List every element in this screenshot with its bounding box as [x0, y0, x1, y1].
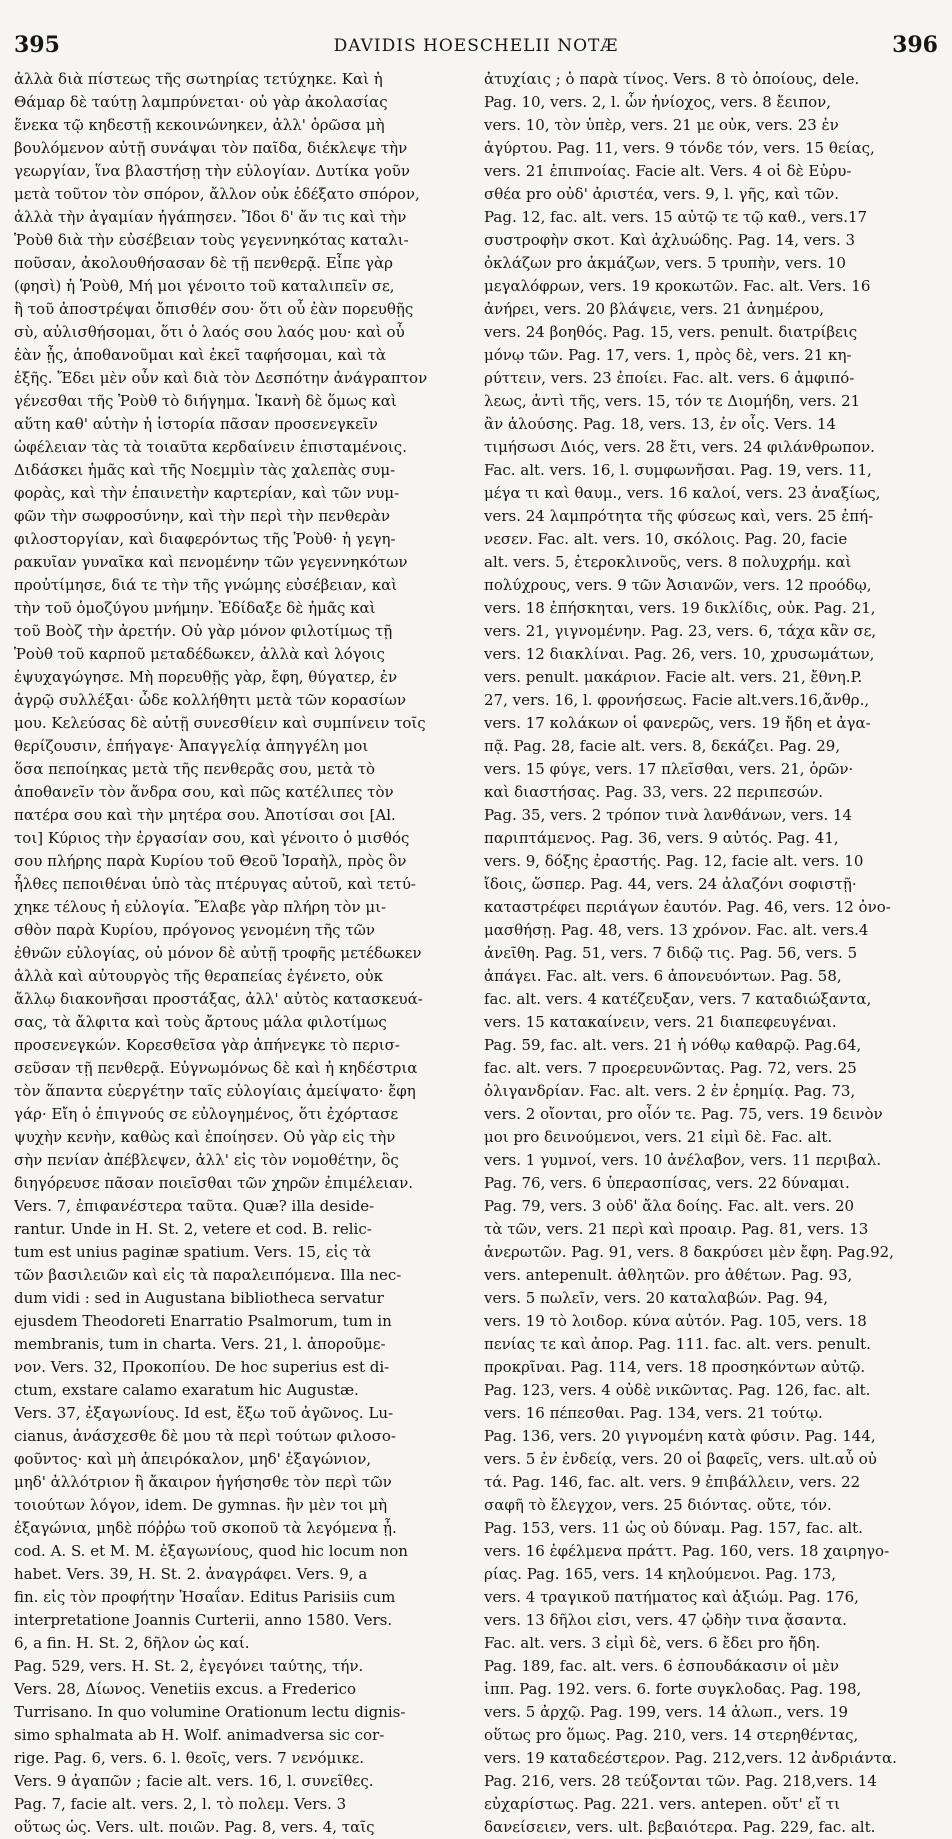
page-number-right: 396 [892, 32, 938, 58]
text-line: αὕτη καθ' αὑτὴν ἡ ἱστορία πᾶσαν προσενεγκεῖν [14, 415, 378, 433]
text-line: Pag. 153, vers. 11 ὡς οὐ δύναμ. Pag. 157, fac. alt. [484, 1519, 863, 1537]
text-line: σαφῆ τὸ ἔλεγχον, vers. 25 διόντας. οὔτε, τόν. [484, 1496, 832, 1514]
text-line: alt. vers. 5, ἐτεροκλινοῦς, vers. 8 πολυχρήμ. καὶ [484, 553, 852, 571]
text-line: ἐὰν ᾖς, ἀποθανοῦμαι καὶ ἐκεῖ ταφήσομαι, καὶ τὰ [14, 346, 387, 364]
text-line: 6, a fin. H. St. 2, δῆλον ὡς καί. [14, 1634, 250, 1652]
text-line: Θάμαρ δὲ ταύτῃ λαμπρύνεται· οὐ γὰρ ἀκολασίας [14, 93, 388, 111]
text-line: φῶν τὴν σωφροσύνην, καὶ τὴν περὶ τὴν πενθερὰν [14, 507, 390, 525]
text-line: σεῦσαν τῇ πενθερᾷ. Εὐγνωμόνως δὲ καὶ ἡ κηδέστρια [14, 1059, 418, 1077]
text-line: fin. εἰς τὸν προφήτην Ἡσαΐαν. Editus Parisiis cum [14, 1588, 396, 1606]
text-line: (φησὶ) ἡ Ῥοὺθ, Μή μοι γένοιτο τοῦ καταλιπεῖν σε, [14, 277, 395, 295]
text-line: πενίας τε καὶ ἀπορ. Pag. 111. fac. alt. vers. penult. [484, 1335, 871, 1353]
text-line: ποῦσαν, ἀκολουθήσασαν δὲ τῇ πενθερᾷ. Εἶπε γὰρ [14, 254, 393, 272]
left-column [14, 68, 466, 1839]
text-line: fac. alt. vers. 4 κατέζευξαν, vers. 7 καταδιώξαντα, [484, 990, 872, 1008]
text-line: Vers. 37, ἐξαγωνίους. Id est, ἔξω τοῦ ἀγῶνος. Lu- [14, 1404, 394, 1422]
text-line: μετὰ τοῦτον τὸν σπόρον, ἄλλον οὐκ ἐδέξατο σπόρον, [14, 185, 420, 203]
text-line: vers. 4 τραγικοῦ πατήματος καὶ ἀξιώμ. Pag. 176, [484, 1588, 859, 1606]
text-line: γεωργίαν, ἵνα βλαστήσῃ τὴν εὐλογίαν. Δυτίκα γοῦν [14, 162, 411, 180]
text-line: ἀλλὰ καὶ αὐτουργὸς τῆς θεραπείας ἐγένετο, οὐκ [14, 967, 383, 985]
text-line: habet. Vers. 39, H. St. 2. ἀναγράφει. Vers. 9, a [14, 1565, 368, 1583]
text-line: τά. Pag. 146, fac. alt. vers. 9 ἐπιβάλλειν, vers. 22 [484, 1473, 861, 1491]
text-line: cod. A. S. et M. M. ἐξαγωνίους, quod hic locum non [14, 1542, 408, 1560]
text-line: γένεσθαι τῆς Ῥοὺθ τὸ διήγημα. Ἱκανὴ δὲ ὅμως καὶ [14, 392, 397, 410]
running-title: DAVIDIS HOESCHELII NOTÆ [333, 36, 619, 56]
text-line: tum est unius paginæ spatium. Vers. 15, εἰς τὰ [14, 1243, 371, 1261]
text-line: φιλοστοργίαν, καὶ διαφερόντως τῆς Ῥοὺθ· ἡ γεγη- [14, 530, 396, 548]
text-line: προκρῖναι. Pag. 114, vers. 18 προσηκόντων αὐτῷ. [484, 1358, 866, 1376]
text-line: rige. Pag. 6, vers. 6. l. θεοῖς, vers. 7 νενόμικε. [14, 1749, 365, 1767]
text-line: vers. 24 βοηθός. Pag. 15, vers. penult. διατρίβεις [484, 323, 858, 341]
text-line: Pag. 189, fac. alt. vers. 6 ἐσπουδάκασιν οἱ μὲν [484, 1657, 840, 1675]
text-line: μόνῳ τῶν. Pag. 17, vers. 1, πρὸς δὲ, vers. 21 κη- [484, 346, 852, 364]
text-line: ἀνεῖθη. Pag. 51, vers. 7 διδῷ τις. Pag. 56, vers. 5 [484, 944, 858, 962]
text-line: vers. 21, γιγνομένην. Pag. 23, vers. 6, τάχα κἂν σε, [484, 622, 877, 640]
text-line: ὀλιγανδρίαν. Fac. alt. vers. 2 ἐν ἐρημίᾳ. Pag. 73, [484, 1082, 856, 1100]
text-line: Vers. 7, ἐπιφανέστερα ταῦτα. Quæ? illa deside- [14, 1197, 375, 1215]
text-line: τιμήσωσι Διός, vers. 28 ἔτι, vers. 24 φιλάνθρωπον. [484, 438, 875, 456]
text-line: ρύττειν, vers. 23 ἐποίει. Fac. alt. vers. 6 ἀμφιπό- [484, 369, 855, 387]
text-line: Vers. 28, Δίωνος. Venetiis excus. a Frederico [14, 1680, 357, 1698]
text-line: vers. 5 ἐν ἐνδείᾳ, vers. 20 οἱ βαφεῖς, vers. ult.αὖ οὐ [484, 1450, 877, 1468]
text-line: σθέα pro οὐδ' ἀριστέα, vers. 9, l. γῆς, καὶ τῶν. [484, 185, 840, 203]
text-line: cianus, ἀνάσχεσθε δὲ μου τὰ περὶ τούτων φιλοσο- [14, 1427, 396, 1445]
text-line: Ῥοὺθ τοῦ καρποῦ μεταδέδωκεν, ἀλλὰ καὶ λόγοις [14, 645, 385, 663]
right-column [484, 68, 936, 1839]
text-line: τοι] Κύριος τὴν ἐργασίαν σου, καὶ γένοιτο ὁ μισθός [14, 829, 410, 847]
text-line: vers. 16 πέπεσθαι. Pag. 134, vers. 21 τούτῳ. [484, 1404, 823, 1422]
text-line: ἑξῆς. Ἔδει μὲν οὖν καὶ διὰ τὸν Δεσπότην ἀνάγραπτον [14, 369, 428, 387]
text-line: Διδάσκει ἡμᾶς καὶ τῆς Νοεμμὶν τὰς χαλεπὰς συμ- [14, 461, 396, 479]
text-line: νον. Vers. 32, Προκοπίου. De hoc superius est di- [14, 1358, 390, 1376]
text-line: ἀγύρτου. Pag. 11, vers. 9 τόνδε τόν, vers. 15 θείας, [484, 139, 875, 157]
text-line: vers. penult. μακάριον. Facie alt. vers. 21, ἔθνη.P. [484, 668, 863, 686]
text-line: Pag. 59, fac. alt. vers. 21 ἡ νόθῳ καθαρῷ. Pag.64, [484, 1036, 862, 1054]
text-line: vers. 15 κατακαίνειν, vers. 21 διαπεφευγέναι. [484, 1013, 837, 1031]
text-line: Pag. 12, fac. alt. vers. 15 αὐτῷ τε τῷ καθ., vers.17 [484, 208, 868, 226]
text-line: χηκε τέλους ἡ εὐλογία. Ἔλαβε γὰρ πλήρη τὸν μι- [14, 898, 387, 916]
text-line: ἀτυχίαις ; ὁ παρὰ τίνος. Vers. 8 τὸ ὁποίους, dele. [484, 70, 860, 88]
text-line: dum vidi : sed in Augustana bibliotheca servatur [14, 1289, 384, 1307]
text-line: τοιούτων λόγον, idem. De gymnas. ἣν μὲν τοι μὴ [14, 1496, 388, 1514]
text-line: ἀνήρει, vers. 20 βλάψειε, vers. 21 ἀνημέρου, [484, 300, 824, 318]
text-line: Pag. 35, vers. 2 τρόπον τινὰ λανθάνων, vers. 14 [484, 806, 853, 824]
text-line: Pag. 136, vers. 20 γιγνομένη κατὰ φύσιν. Pag. 144, [484, 1427, 876, 1445]
text-line: 27, vers. 16, l. φρονήσεως. Facie alt.vers.16,ἄνθρ., [484, 691, 870, 709]
text-line: ἀνερωτῶν. Pag. 91, vers. 8 δακρύσει μὲν ἔφη. Pag.92, [484, 1243, 894, 1261]
text-line: σὺ, αὐλισθήσομαι, ὅτι ὁ λαός σου λαός μου· καὶ οὗ [14, 323, 405, 341]
text-line: προὐτίμησε, διά τε τὴν τῆς γνώμης εὐσέβειαν, καὶ [14, 576, 398, 594]
text-line: Pag. 7, facie alt. vers. 2, l. τὸ πολεμ. Vers. 3 [14, 1795, 347, 1813]
text-line: vers. 2 οἴονται, pro οἶόν τε. Pag. 75, vers. 19 δεινὸν [484, 1105, 883, 1123]
text-line: μου. Κελεύσας δὲ αὐτῇ συνεσθίειν καὶ συμπίνειν τοῖς [14, 714, 426, 732]
text-line: τοῦ Βοὸζ τὴν ἀρετήν. Οὐ γὰρ μόνον φιλοτίμως τῇ [14, 622, 393, 640]
text-line: Pag. 123, vers. 4 οὐδὲ νικῶντας. Pag. 126, fac. alt. [484, 1381, 871, 1399]
text-line: Pag. 10, vers. 2, l. ὧν ἡνίοχος, vers. 8 ἔειπον, [484, 93, 832, 111]
text-line: Pag. 76, vers. 6 ὑπερασπίσας, vers. 22 δύναμαι. [484, 1174, 850, 1192]
text-line: vers. antepenult. ἀθλητῶν. pro ἀθέτων. Pag. 93, [484, 1266, 853, 1284]
text-line: ctum, exstare calamo exaratum hic Augustæ. [14, 1381, 359, 1399]
text-line: membranis, tum in charta. Vers. 21, l. ἀποροῦμε- [14, 1335, 386, 1353]
text-line: εὐχαρίστως. Pag. 221. vers. antepen. οὔτ' εἴ τι [484, 1795, 841, 1813]
page-number-left: 395 [14, 32, 60, 58]
text-line: interpretatione Joannis Curterii, anno 1580. Vers. [14, 1611, 393, 1629]
text-line: ἱππ. Pag. 192. vers. 6. forte συγκλοδας. Pag. 198, [484, 1680, 862, 1698]
text-line: μεγαλόφρων, vers. 19 κροκωτῶν. Fac. alt. Vers. 16 [484, 277, 871, 295]
text-line: vers. 24 λαμπρότητα τῆς φύσεως καὶ, vers. 25 ἐπή- [484, 507, 874, 525]
text-line: φορὰς, καὶ τὴν ἐπαινετὴν καρτερίαν, καὶ τῶν νυμ- [14, 484, 400, 502]
text-line: ἀλλὰ διὰ πίστεως τῆς σωτηρίας τετύχηκε. Καὶ ἡ [14, 70, 383, 88]
text-line: ἂν ἁλούσης. Pag. 18, vers. 13, ἐν οἷς. Vers. 14 [484, 415, 837, 433]
text-line: ἀπάγει. Fac. alt. vers. 6 ἀπονευόντων. Pag. 58, [484, 967, 842, 985]
text-line: vers. 10, τὸν ὑπὲρ, vers. 21 με οὐκ, vers. 23 ἐν [484, 116, 839, 134]
text-line: vers. 13 δῆλοι εἰσι, vers. 47 ᾠδὴν τινα ᾄσαντα. [484, 1611, 847, 1629]
text-line: βουλόμενον αὐτῇ συνάψαι τὸν παῖδα, διέκλεψε τὴν [14, 139, 408, 157]
text-line: ἐξαγώνια, μηδὲ πόῤῥω τοῦ σκοποῦ τὰ λεγόμενα ᾖ. [14, 1519, 397, 1537]
text-line: vers. 15 φύγε, vers. 17 πλεῖσθαι, vers. 21, ὁρῶν· [484, 760, 854, 778]
text-line: vers. 1 γυμνοί, vers. 10 ἀνέλαβον, vers. 11 περιβαλ. [484, 1151, 882, 1169]
text-line: μηδ' ἀλλότριον ἢ ἄκαιρον ἡγήσησθε τὸν περὶ τῶν [14, 1473, 392, 1491]
text-line: καὶ διαστήσας. Pag. 33, vers. 22 περιπεσών. [484, 783, 824, 801]
text-line: Fac. alt. vers. 3 εἰμὶ δὲ, vers. 6 ἔδει pro ἤδη. [484, 1634, 821, 1652]
text-line: ἴδοις, ὥσπερ. Pag. 44, vers. 24 ἀλαζόνι σοφιστῇ· [484, 875, 857, 893]
text-line: ἐθνῶν εὐλογίας, οὐ μόνον δὲ αὐτῇ τροφῆς μετέδωκεν [14, 944, 422, 962]
text-line: vers. 16 ἐφέλμενα πράττ. Pag. 160, vers. 18 χαιρηγο- [484, 1542, 890, 1560]
text-line: σας, τὰ ἄλφιτα καὶ τοὺς ἄρτους μάλα φιλοτίμως [14, 1013, 387, 1031]
running-header [14, 24, 938, 64]
text-line: οὕτως pro ὅμως. Pag. 210, vers. 14 στερηθέντας, [484, 1726, 859, 1744]
text-line: Vers. 9 ἀγαπῶν ; facie alt. vers. 16, l. συνεῖθες. [14, 1772, 374, 1790]
text-line: vers. 9, δόξης ἐραστής. Pag. 12, facie alt. vers. 10 [484, 852, 864, 870]
text-line: λεως, ἀντὶ τῆς, vers. 15, τόν τε Διομήδη, vers. 21 [484, 392, 861, 410]
text-line: Pag. 216, vers. 28 τεύξονται τῶν. Pag. 218,vers. 14 [484, 1772, 877, 1790]
text-line: ἦλθες πεποιθέναι ὑπὸ τὰς πτέρυγας αὐτοῦ, καὶ τετύ- [14, 875, 417, 893]
text-line: vers. 21 ἐπιπνοίας. Facie alt. Vers. 4 οἱ δὲ Εὐρυ- [484, 162, 852, 180]
text-line: ψυχὴν κενὴν, καθὼς καὶ ἐποίησεν. Οὐ γὰρ εἰς τὴν [14, 1128, 396, 1146]
text-line: ejusdem Theodoreti Enarratio Psalmorum, tum in [14, 1312, 392, 1330]
text-line: vers. 18 ἐπήσκηται, vers. 19 δικλίδις, οὐκ. Pag. 21, [484, 599, 876, 617]
text-line: vers. 19 καταδεέστερον. Pag. 212,vers. 12 ἀνδριάντα. [484, 1749, 897, 1767]
text-line: προσενεγκών. Κορεσθεῖσα γὰρ ἀπήνεγκε τὸ περισ- [14, 1036, 400, 1054]
text-line: Pag. 79, vers. 3 οὐδ' ἄλα δοίης. Fac. alt. vers. 20 [484, 1197, 855, 1215]
text-line: ρίας. Pag. 165, vers. 14 κηλούμενοι. Pag. 173, [484, 1565, 837, 1583]
text-line: πατέρα σου καὶ τὴν μητέρα σου. Ἀποτίσαι σοι [Al. [14, 806, 396, 824]
text-line: ἄλλῳ διακονῆσαι προστάξας, ἀλλ' αὐτὸς κατασκευά- [14, 990, 423, 1008]
text-line: ὠφέλειαν τὰς τὰ τοιαῦτα κερδαίνειν ἐπισταμένοις. [14, 438, 407, 456]
text-line: vers. 5 πωλεῖν, vers. 20 καταλαβών. Pag. 94, [484, 1289, 829, 1307]
text-line: rantur. Unde in H. St. 2, vetere et cod. B. relic- [14, 1220, 372, 1238]
text-line: μέγα τι καὶ θαυμ., vers. 16 καλοί, vers. 23 ἀναξίως, [484, 484, 881, 502]
text-line: Turrisano. In quo volumine Orationum lectu dignis- [14, 1703, 406, 1721]
text-line: ἀλλὰ τὴν ἀγαμίαν ἠγάπησεν. Ἴδοι δ' ἄν τις καὶ τὴν [14, 208, 407, 226]
text-line: τὰ τῶν, vers. 21 περὶ καὶ προαιρ. Pag. 81, vers. 13 [484, 1220, 869, 1238]
text-line: σὴν πενίαν ἀπέβλεψεν, ἀλλ' εἰς τὸν νομοθέτην, ὃς [14, 1151, 399, 1169]
text-line: διηγόρευσε πᾶσαν ποιεῖσθαι τῶν χηρῶν ἐπιμέλειαν. [14, 1174, 414, 1192]
text-line: Ῥοὺθ διὰ τὴν εὐσέβειαν τοὺς γεγεννηκότας καταλι- [14, 231, 409, 249]
text-line: ἀποθανεῖν τὸν ἄνδρα σου, καὶ πῶς κατέλιπες τὸν [14, 783, 394, 801]
text-line: πᾷ. Pag. 28, facie alt. vers. 8, δεκάζει. Pag. 29, [484, 737, 841, 755]
text-line: τὸν ἅπαντα εὐεργέτην ταῖς εὐλογίαις ἀμείψατο· ἔφη [14, 1082, 416, 1100]
text-line: vers. 17 κολάκων οἱ φανερῶς, vers. 19 ἤδη et ἀγα- [484, 714, 871, 732]
text-line: φοῦντος· καὶ μὴ ἀπειρόκαλον, μηδ' ἐξαγώνιον, [14, 1450, 372, 1468]
text-line: θερίζουσιν, ἐπήγαγε· Ἀπαγγελίᾳ ἀπηγγέλη μοι [14, 737, 369, 755]
text-line: συστροφὴν σκοτ. Καὶ ἀχλυώδης. Pag. 14, vers. 3 [484, 231, 856, 249]
text-line: τῶν βασιλειῶν καὶ εἰς τὰ παραλειπόμενα. Illa nec- [14, 1266, 402, 1284]
text-line: μοι pro δεινούμενοι, vers. 21 εἰμὶ δὲ. Fac. alt. [484, 1128, 833, 1146]
text-line: ἀγρῷ συλλέξαι· ὧδε κολλήθητι μετὰ τῶν κορασίων [14, 691, 406, 709]
text-line: Fac. alt. vers. 16, l. συμφωνῆσαι. Pag. 19, vers. 11, [484, 461, 872, 479]
text-line: σθὸν παρὰ Κυρίου, πρόγονος γενομένη τῆς τῶν [14, 921, 376, 939]
text-line: vers. 12 διακλίναι. Pag. 26, vers. 10, χρυσωμάτων, [484, 645, 875, 663]
text-line: καταστρέφει περιάγων ἑαυτόν. Pag. 46, vers. 12 ὀνο- [484, 898, 891, 916]
text-line: ἢ τοῦ ἀποστρέψαι ὄπισθέν σου· ὅτι οὗ ἐὰν πορευθῇς [14, 300, 414, 318]
text-line: νεσεν. Fac. alt. vers. 10, σκόλοις. Pag. 20, facie [484, 530, 848, 548]
text-line: ὀκλάζων pro ἀκμάζων, vers. 5 τρυπὴν, vers. 10 [484, 254, 846, 272]
text-line: ὅσα πεποίηκας μετὰ τῆς πενθερᾶς σου, μετὰ τὸ [14, 760, 376, 778]
text-line: πολύχρους, vers. 9 τῶν Ἀσιανῶν, vers. 12 προόδῳ, [484, 576, 872, 594]
text-line: vers. 19 τὸ λοιδορ. κύνα αὐτόν. Pag. 105, vers. 18 [484, 1312, 867, 1330]
text-line: ρακυῖαν γυναῖκα καὶ πενομένην τῶν γεγεννηκότων [14, 553, 408, 571]
text-line: ἐψυχαγώγησε. Μὴ πορευθῇς γὰρ, ἔφη, θύγατερ, ἐν [14, 668, 398, 686]
text-line: Pag. 529, vers. H. St. 2, ἐγεγόνει ταύτης, τήν. [14, 1657, 364, 1675]
text-line: vers. 5 ἀρχῷ. Pag. 199, vers. 14 ἀλωπ., vers. 19 [484, 1703, 849, 1721]
text-line: γάρ· Εἴη ὁ ἐπιγνούς σε εὐλογημένος, ὅτι ἐχόρτασε [14, 1105, 399, 1123]
text-line: simo sphalmata ab H. Wolf. animadversa sic cor- [14, 1726, 385, 1744]
text-line: παριπτάμενος. Pag. 36, vers. 9 αὐτός. Pag. 41, [484, 829, 839, 847]
text-line: τὴν τοῦ ὁμοζύγου μνήμην. Ἐδίδαξε δὲ ἡμᾶς καὶ [14, 599, 376, 617]
text-line: δανείσειεν, vers. ult. βεβαιότερα. Pag. 229, fac. alt. [484, 1818, 876, 1836]
text-line: μασθήσῃ. Pag. 48, vers. 13 χρόνον. Fac. alt. vers.4 [484, 921, 869, 939]
text-line: ἕνεκα τῷ κηδεστῇ κεκοινώνηκεν, ἀλλ' ὁρῶσα μὴ [14, 116, 385, 134]
text-line: fac. alt. vers. 7 προερευνῶντας. Pag. 72, vers. 25 [484, 1059, 857, 1077]
text-line: οὕτως ὡς. Vers. ult. ποιῶν. Pag. 8, vers. 4, ταῖς [14, 1818, 375, 1836]
text-line: σου πλήρης παρὰ Κυρίου τοῦ Θεοῦ Ἰσραὴλ, πρὸς ὃν [14, 852, 407, 870]
